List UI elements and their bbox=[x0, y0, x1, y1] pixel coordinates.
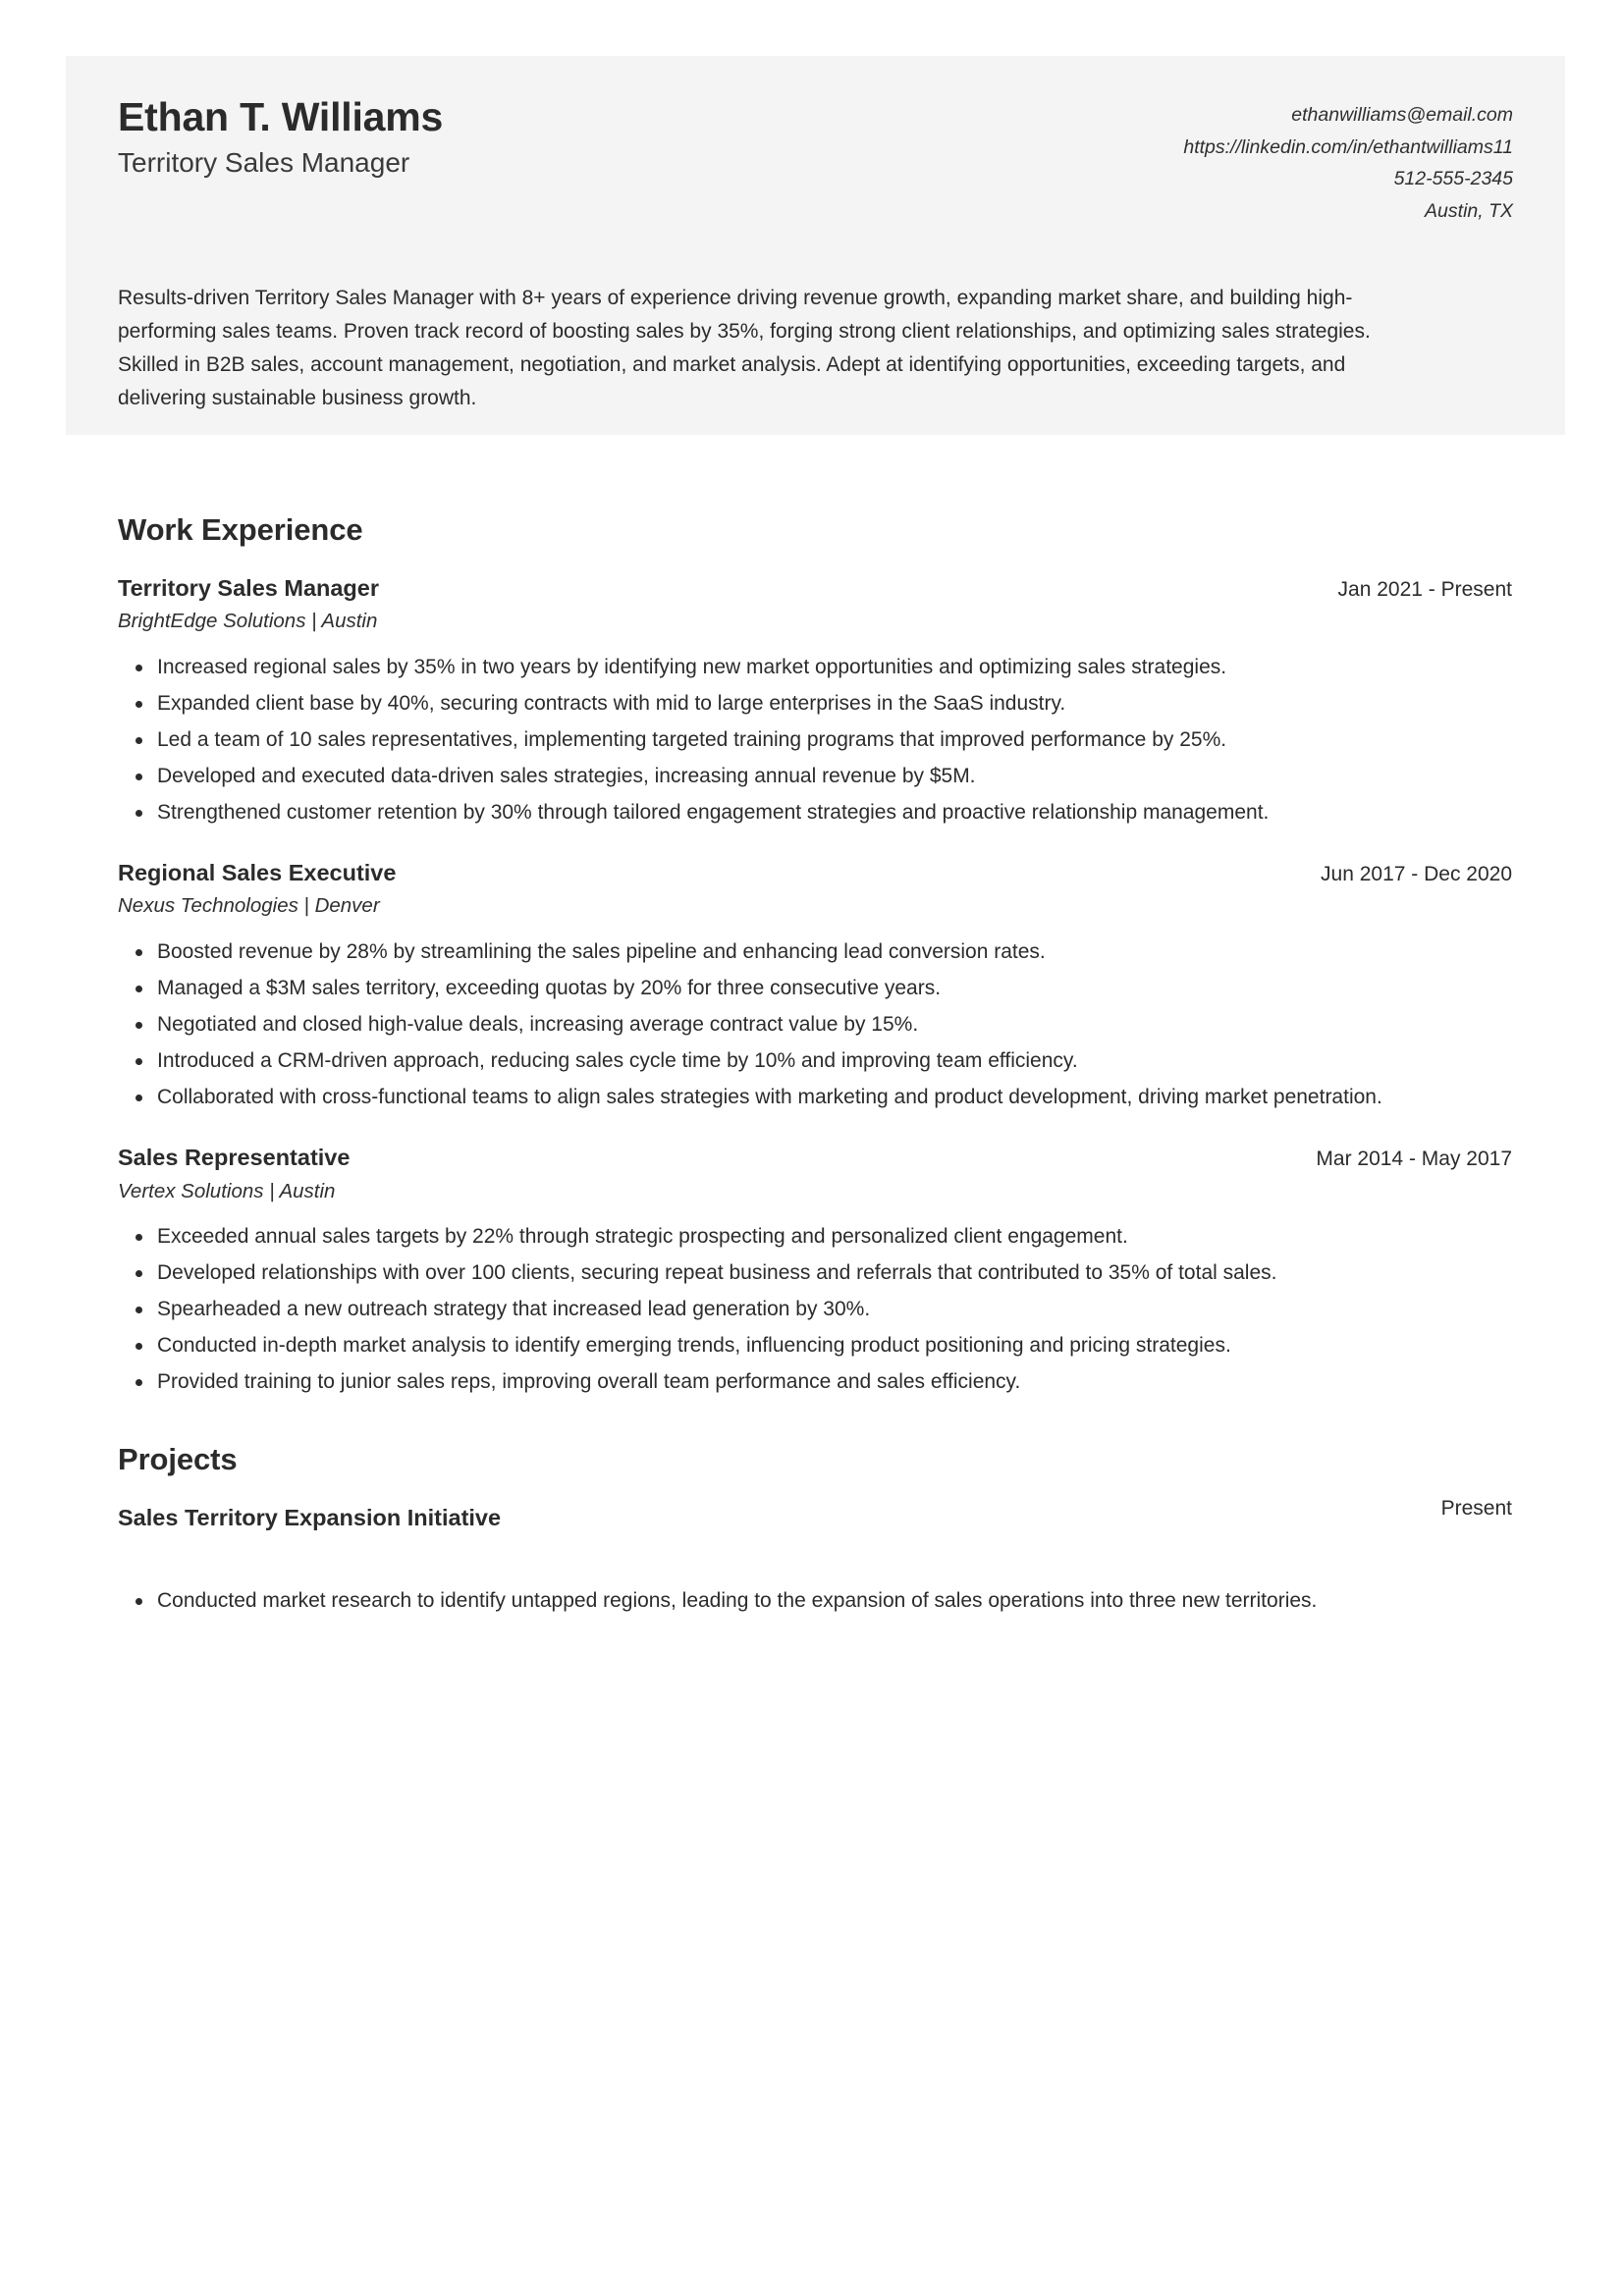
project-entry-bullets bbox=[118, 1584, 1512, 1618]
list-item: Exceeded annual sales targets by 22% through strategic prospecting and personalized client engagement. bbox=[118, 1220, 1512, 1254]
work-entry-title: Regional Sales Executive bbox=[118, 860, 397, 886]
list-item: Increased regional sales by 35% in two years by identifying new market opportunities and optimizing sales strategies. bbox=[118, 651, 1512, 684]
project-entry-title: Sales Territory Expansion Initiative bbox=[118, 1505, 502, 1531]
resume-header bbox=[66, 56, 1565, 435]
section-work-experience bbox=[118, 512, 1512, 1399]
list-item: Negotiated and closed high-value deals, increasing average contract value by 15%. bbox=[118, 1008, 1512, 1041]
identity-block bbox=[118, 95, 443, 181]
contact-phone[interactable]: 512-555-2345 bbox=[1393, 168, 1513, 190]
project-entry-head bbox=[118, 1497, 1512, 1532]
list-item: Collaborated with cross-functional teams to align sales strategies with marketing and product development, driving market penetration. bbox=[118, 1081, 1512, 1114]
work-entry-head bbox=[118, 1144, 1512, 1172]
candidate-name: Ethan T. Williams bbox=[118, 94, 444, 139]
list-item: Developed relationships with over 100 clients, securing repeat business and referrals that contributed to 35% of total sales. bbox=[118, 1256, 1512, 1290]
work-entry-date: Mar 2014 - May 2017 bbox=[1316, 1148, 1512, 1171]
list-item: Spearheaded a new outreach strategy that increased lead generation by 30%. bbox=[118, 1293, 1512, 1326]
work-entry-company: Nexus Technologies | Denver bbox=[118, 894, 380, 918]
resume-body bbox=[118, 512, 1512, 1647]
list-item: Developed and executed data-driven sales strategies, increasing annual revenue by $5M. bbox=[118, 760, 1512, 793]
header-top-row bbox=[118, 95, 1513, 227]
contact-block bbox=[1183, 95, 1513, 227]
list-item: Strengthened customer retention by 30% through tailored engagement strategies and proactive relationship management. bbox=[118, 796, 1512, 829]
work-entry bbox=[118, 859, 1512, 1114]
project-entry-date: Present bbox=[1440, 1497, 1512, 1521]
list-item: Introduced a CRM-driven approach, reducing sales cycle time by 10% and improving team efficiency. bbox=[118, 1044, 1512, 1078]
work-entry-head bbox=[118, 859, 1512, 887]
work-entry-date: Jun 2017 - Dec 2020 bbox=[1321, 863, 1512, 886]
section-projects bbox=[118, 1442, 1512, 1617]
work-entry bbox=[118, 574, 1512, 829]
work-entry-company: BrightEdge Solutions | Austin bbox=[118, 610, 378, 633]
list-item: Expanded client base by 40%, securing contracts with mid to large enterprises in the SaaS industry. bbox=[118, 687, 1512, 721]
work-entry bbox=[118, 1144, 1512, 1399]
work-entry-head bbox=[118, 574, 1512, 603]
work-entry-title: Territory Sales Manager bbox=[118, 575, 380, 601]
section-title-work-experience: Work Experience bbox=[118, 512, 363, 547]
contact-linkedin[interactable]: https://linkedin.com/in/ethantwilliams11 bbox=[1183, 135, 1513, 158]
list-item: Conducted market research to identify untapped regions, leading to the expansion of sales operations into three new territories. bbox=[118, 1584, 1512, 1618]
professional-summary: Results-driven Territory Sales Manager with 8+ years of experience driving revenue growth, expanding market share, and building high-performing sales teams. Proven track record of boosting sales by 35%, forging strong client relationships, and optimizing sales strategies. Skilled in B2B sales, account management, negotiation, and market analysis. Adept at identifying opportunities, exceeding targets, and delivering sustainable business growth. bbox=[118, 287, 1371, 410]
list-item: Conducted in-depth market analysis to identify emerging trends, influencing product positioning and pricing strategies. bbox=[118, 1329, 1512, 1362]
list-item: Led a team of 10 sales representatives, implementing targeted training programs that improved performance by 25%. bbox=[118, 723, 1512, 757]
project-entry bbox=[118, 1497, 1512, 1617]
list-item: Provided training to junior sales reps, improving overall team performance and sales efficiency. bbox=[118, 1365, 1512, 1399]
list-item: Boosted revenue by 28% by streamlining the sales pipeline and enhancing lead conversion rates. bbox=[118, 935, 1512, 969]
section-title-projects: Projects bbox=[118, 1442, 238, 1477]
contact-location: Austin, TX bbox=[1425, 199, 1513, 222]
work-entry-company: Vertex Solutions | Austin bbox=[118, 1179, 336, 1202]
contact-email[interactable]: ethanwilliams@email.com bbox=[1291, 104, 1513, 126]
candidate-job-title: Territory Sales Manager bbox=[118, 146, 410, 178]
work-entry-date: Jan 2021 - Present bbox=[1337, 578, 1512, 601]
work-entry-bullets bbox=[118, 935, 1512, 1114]
work-entry-title: Sales Representative bbox=[118, 1145, 351, 1171]
list-item: Managed a $3M sales territory, exceeding quotas by 20% for three consecutive years. bbox=[118, 972, 1512, 1005]
work-entry-bullets bbox=[118, 1220, 1512, 1399]
work-entry-bullets bbox=[118, 651, 1512, 829]
